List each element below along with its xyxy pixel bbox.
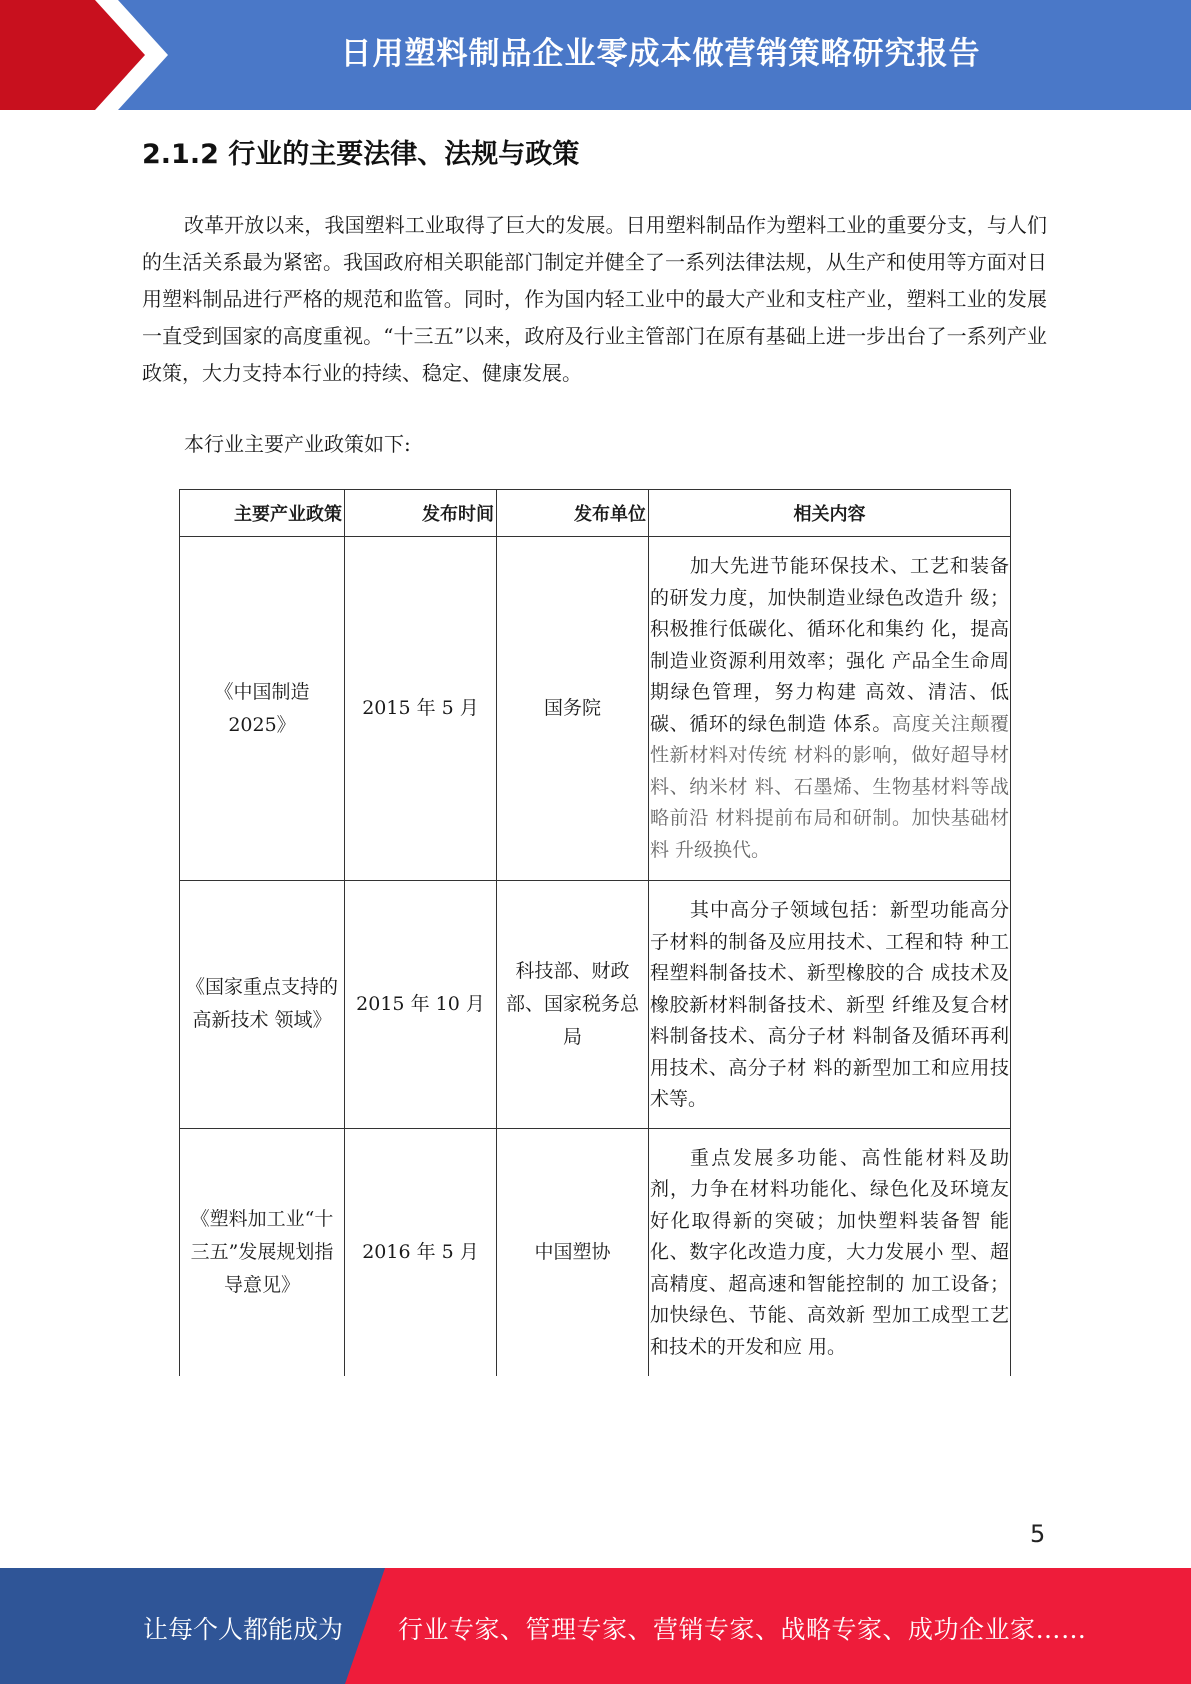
header-org: 发布单位 bbox=[497, 490, 649, 537]
policy-table bbox=[179, 489, 1011, 1376]
footer-slogan-left: 让每个人都能成为 bbox=[143, 1615, 344, 1644]
policy-org: 科技部、财政 部、国家税务总局 bbox=[497, 881, 649, 1129]
policy-content: 其中高分子领域包括：新型功能高分子材料的制备及应用技术、工程和特 种工程塑料制备技术、新型橡胶的合 成技术及橡胶新材料制备技术、新型 纤维及复合材料制备技术、高分子材 料制备及循环再利用技术、高分子材 料的新型加工和应用技术等。 bbox=[649, 881, 1011, 1129]
policy-content-main: 加大先进节能环保技术、工艺和装备的研发力度，加快制造业绿色改造升 级；积极推行低碳化、循环化和集约 化，提高制造业资源利用效率；强化 产品全生命周期绿色管理，努力构建 高效、清洁、低碳、循环的绿色制造 体系。 bbox=[650, 555, 1009, 735]
table-row bbox=[180, 1128, 1011, 1376]
header-policy: 主要产业政策 bbox=[180, 490, 345, 537]
policy-name: 《塑料加工业“十三五”发展规划指导意见》 bbox=[180, 1128, 345, 1376]
table-lead-text: 本行业主要产业政策如下: bbox=[184, 432, 411, 456]
section-heading: 2.1.2 行业的主要法律、法规与政策 bbox=[142, 139, 580, 170]
policy-name: 《国家重点支持的高新技术 领域》 bbox=[180, 881, 345, 1129]
table-row bbox=[180, 881, 1011, 1129]
header-title: 日用塑料制品企业零成本做营销策略研究报告 bbox=[340, 36, 981, 72]
policy-content-extra: 高度关注颠覆性新材料对传统 材料的影响，做好超导材料、纳米材 料、石墨烯、生物基材料等战略前沿 材料提前布局和研制。加快基础材料 升级换代。 bbox=[650, 712, 1009, 861]
policy-org: 中国塑协 bbox=[497, 1128, 649, 1376]
page-footer bbox=[0, 1568, 1191, 1684]
table-header-row bbox=[180, 490, 1011, 537]
page-number: 5 bbox=[1030, 1520, 1046, 1548]
policy-date: 2015 年 10 月 bbox=[345, 881, 497, 1129]
policy-date: 2016 年 5 月 bbox=[345, 1128, 497, 1376]
policy-content bbox=[649, 537, 1011, 881]
header-date: 发布时间 bbox=[345, 490, 497, 537]
header-content: 相关内容 bbox=[649, 490, 1011, 537]
policy-date: 2015 年 5 月 bbox=[345, 537, 497, 881]
policy-content: 重点发展多功能、高性能材料及助剂，力争在材料功能化、绿色化及环境友 好化取得新的突破；加快塑料装备智 能化、数字化改造力度，大力发展小 型、超高精度、超高速和智能控制的 加工设备；加快绿色、节能、高效新 型加工成型工艺和技术的开发和应 用。 bbox=[649, 1128, 1011, 1376]
policy-name: 《中国制造 2025》 bbox=[180, 537, 345, 881]
policy-org: 国务院 bbox=[497, 537, 649, 881]
intro-paragraph: 改革开放以来，我国塑料工业取得了巨大的发展。日用塑料制品作为塑料工业的重要分支，与人们的生活关系最为紧密。我国政府相关职能部门制定并健全了一系列法律法规，从生产和使用等方面对日用塑料制品进行严格的规范和监管。同时，作为国内轻工业中的最大产业和支柱产业，塑料工业的发展一直受到国家的高度重视。“十三五”以来，政府及行业主管部门在原有基础上进一步出台了一系列产业政策，大力支持本行业的持续、稳定、健康发展。 bbox=[142, 213, 1047, 385]
page-header bbox=[0, 0, 1191, 110]
footer-slogan-right: 行业专家、管理专家、营销专家、战略专家、成功企业家…… bbox=[398, 1615, 1087, 1644]
table-row bbox=[180, 537, 1011, 881]
